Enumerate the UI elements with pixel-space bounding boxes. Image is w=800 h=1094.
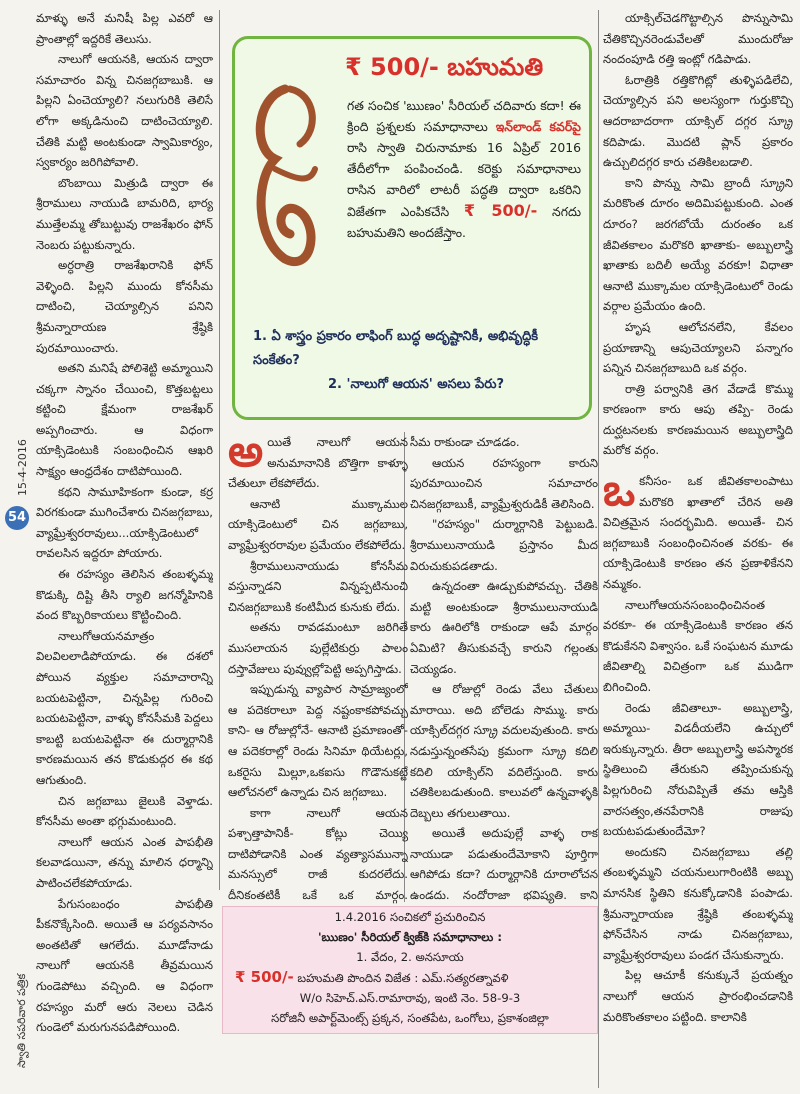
paragraph: అయితే అదుపుల్లే వాళ్ళ రాక నాయుడా పడుతుందేమోకాని పూర్తిగా ఆగిపోడు కదా? దుర్మార్గానికి దూరాలోచన ఉండదు. నందోరాజా భవిష్యతి. కాని: [410, 826, 598, 903]
answers-line: 1. వేదం, 2. అనసూయ: [356, 950, 464, 964]
paragraph: ఇప్పుడున్న వ్యాపార సామ్రాజ్యంలో ఆ పదెకరాలూ పెద్ద నష్టంకాకపోవచ్చు కాని- ఆ రోజుల్లోనే- ఆనాటి ప్రమాణంతో- ఆ పదెకరాల్లో రెండు సినిమా థియేటర్లు, ఒకరైసు మిల్లూ,ఒకఐసు గొడౌనుకట్టే ఆలోచనలో ఉన్నాడు చిన జగ్గబాబు.: [228, 682, 408, 800]
paragraph: అర్ధరాత్రి రాజశేఖరానికి ఫోన్ వెళ్ళింది. పిల్లని ముందు కోనసీమ దాటించి, చెయ్యాల్సిన పనిని శ్రీమన్నారాయణ శ్రేష్ఠికి పురమాయించారు.: [36, 258, 213, 355]
serial-logo: [245, 69, 327, 289]
paragraph: ఆయన రహస్యంగా కారుని పురమాయించిన సమాచారం చినజగ్గబాబుకీ, వ్యాఘ్రేశ్వరుడికీ తెలిసింది.: [410, 455, 598, 511]
quiz-text: రాసి స్వాతి చిరునామాకు 16 ఏప్రిల్ 2016 తేదీలోగా పంపించండి. కరెక్టు సమాధానాలు రాసిన వారిలో లాటరీ పద్ధతి ద్వారా ఒకరిని విజేతగా ఎంపికచేసి: [347, 140, 581, 219]
column-divider: [598, 10, 599, 1088]
winner-name: బహుమతి పొందిన విజేత : ఎమ్.సత్యరత్నావళి: [297, 971, 509, 985]
paragraph: "రహస్యం" దుర్మార్గానికి పెట్టుబడి. శ్రీరాములునాయుడి ప్రస్తానం మీద విరుచుకుపడతాడు.: [410, 517, 598, 573]
article-column-4: [603, 8, 793, 1088]
page-number: 54: [5, 506, 29, 530]
paragraph: శ్రీరాములునాయుడు కోనసీమ వస్తున్నాడని విన్నప్పటినుంచి చినజగ్గబాబుకి కంటిమీద కునుకు లేదు.: [228, 558, 408, 614]
paragraph: నాలుగోఆయనమాత్రం విలవిలలాడిపోయాడు. ఈ దశలో పోయిన వ్యక్తుల సమాచారాన్ని బయటపెట్టినా, చిన్నపిల్ల గురించి బయటపెట్టినా, వాళ్ళు కోనసీమకి పెద్దలు కాబట్టి బయటపెట్టినా ఈ దుర్మార్గానికి కారణమయిన తన కొడుకుద్గర ఈ కథ ఆగుతుంది.: [36, 628, 213, 787]
quiz-highlight: ఇన్‌లాండ్ కవర్‌పై: [495, 119, 581, 134]
winner-prize: ₹ 500/-: [235, 968, 294, 986]
paragraph: రాత్రి పర్వానికి తెగ వేడాడే కొమ్ము కారణంగా కారు ఆపు తప్పి- రెండు దుర్ఘటనలకు కారణమయిన అబ్బులాస్త్రిది మరోక వర్గం.: [603, 381, 793, 458]
paragraph: [603, 465, 793, 595]
article-column-3: [410, 432, 598, 908]
quiz-answers-box: [222, 906, 598, 1034]
paragraph: పేగుసంబంధం పాపభీతి పీకనొక్కేసింది. అయితే ఆ పర్యవసానం అంతటితో ఆగలేదు. మూడోనాడు నాలుగో ఆయనకి తీవ్రమయిన గుండెపోటు వచ్చింది. ఆ విధంగా రహస్యం మరో ఆరు నెలలు చెడిన గుండెలో మరుగునపడిపోయింది.: [36, 896, 213, 1035]
quiz-question-1: 1. ఏ శాస్త్రం ప్రకారం లాఫింగ్ బుద్ధ అదృష్టానికీ, అభివృద్ధికీ సంకేతం?: [253, 329, 539, 368]
issue-date: 15-4-2016: [16, 439, 29, 496]
answers-title: 'ఋణం' సీరియల్ క్విజ్‌కి సమాధానాలు :: [318, 930, 502, 944]
paragraph-text: కనీసం- ఒక జీవితకాలంపాటు మరొకరి ఖాతాలో చేరిన అతి విచిత్రమైన సందర్భమిది. అయితే- చిన జగ్గబాబుకి సంబంధించినంత వరకు- ఈ యాక్సిడెంటుకి కారణం తన ప్రణాళికేనని నమ్మకం.: [603, 474, 793, 592]
paragraph: చిన జగ్గబాబు జైలుకి వెళ్తాడు. కోనసీమ అంతా భగ్గుమంటుంది.: [36, 793, 213, 829]
paragraph: ఆనాటి ముక్కాముల యాక్సిడెంటులో చిన జగ్గబాబు, వ్యాఘ్రేశ్వరరావుల ప్రమేయం లేకపోలేదు.: [228, 496, 408, 552]
paragraph-text: యితే నాలుగో ఆయన అనుమానానికి బొత్తిగా కాళ్ళూ చేతులూ లేకపోలేదు.: [228, 435, 408, 491]
paragraph: అతని మనిషే పోలిశెట్టి అమ్మాయిని చక్కగా స్నానం చేయించి, కొత్తబట్టలు కట్టించి క్షేమంగా రాజశేఖర్ అప్పగించారు. ఆ విధంగా యాక్సిడెంటుకి సంబంధించిన ఆఖరి సాక్ష్యం ఆంధ్రదేశం దాటిపోయింది.: [36, 361, 213, 479]
paragraph: పిల్ల ఆచూకీ కనుక్కునే ప్రయత్నం నాలుగో ఆయన ప్రారంభించడానికి మరికొంతకాలం పట్టింది. కాలానికి: [603, 968, 793, 1024]
winner-line: [223, 967, 597, 988]
paragraph: ఆ రోజుల్లో రెండు వేలు చేతులు మారాయి. అది బోలెడు సొమ్ము. కారు యాక్సిల్‌దగ్గర స్క్రూ వదులవుతుంది. కారు నడుస్తున్నంతసేపు క్రమంగా స్క్రూ కదిలి కదిలి యాక్సిల్‌ని వదిలేస్తుంది. కారు చతికిలబడుతుంది. కాలువలో ఉన్నవాళ్ళకి దెబ్బలు తగులుతాయి.: [410, 682, 598, 820]
paragraph: నాలుగోఆయనసంబంధించినంత వరకూ- ఈ యాక్సిడెంటుకి కారణం తన కొడుకేనని విశ్వాసం. ఒకే సంఘటన మూడు జీవితాల్ని విచిత్రంగా ఒక ముడిగా బిగించింది.: [603, 597, 793, 694]
paragraph: యాక్సిల్‌చెడగొట్టాల్సిన పొన్నుసామి చేతికొచ్చినరెండువేలతో ముందురోజు నందంపూడి రత్తి ఇంట్లో గడిపాడు.: [603, 11, 793, 67]
paragraph: [228, 432, 408, 494]
paragraph: మాళ్ళు అనే మనిషీ పిల్ల ఎవరో ఆ ప్రాంతాల్లో ఇద్దరికే తెలుసు.: [36, 11, 213, 46]
article-column-1: [36, 8, 213, 1088]
quiz-question-2: 2. 'నాలుగో ఆయన' అసలు పేరు?: [327, 377, 505, 392]
paragraph: ఈ రహస్యం తెలిసిన తంబళ్ళమ్మ కొడుక్కి దిష్టి తీసి ర్యాలి జగన్మోహినికి వంద కొబ్బరికాయలు కొట్టించింది.: [36, 567, 213, 623]
paragraph: అందుకని చినజగ్గబాబు తల్లి తంబళ్ళమ్మని చయనులుగారింటికి అబ్బు మానసిక స్థితిని కనుక్కోడానికి పంపాడు. శ్రీమన్నారాయణ శ్రేష్ఠికి తంబళ్ళమ్మ ఫోన్‌చేసిన నాడు చినజగ్గబాబు, వ్యాఘ్రేశ్వరరావులు పండగ చేసుకున్నారు.: [603, 844, 793, 962]
prize-heading: ₹ 500/- బహుమతి: [345, 53, 544, 81]
paragraph: ఓరాత్రికి రత్తికొగిట్లో తుళ్ళిపడిలేచి, చెయ్యాల్సిన పని అలస్యంగా గుర్తుకొచ్చి ఆదరాబాదరాగా యాక్సిల్ దగ్గర స్క్రూ కదిపాడు. మొదటి ప్లాన్ ప్రకారం ఉచ్చులిదగ్గర కారు చతికిలబడాలి.: [603, 72, 793, 170]
paragraph: సీమ రాకుండా చూడడం.: [410, 435, 520, 449]
magazine-name: స్వాతి సపరివార పత్రిక: [15, 973, 28, 1068]
quiz-amount: ₹ 500/-: [463, 201, 538, 220]
paragraph: కాగా నాలుగో ఆయన పశ్చాత్తాపానికీ- కోట్లు చెయ్యి దాటిపోడానికి ఎంత వ్యత్యాసమున్నా మనస్సులో రాజీ కుదరలేదు. దీనికంతటికీ ఒకే ఒక మార్గం.: [228, 805, 408, 903]
quiz-instructions: [347, 95, 581, 243]
quiz-box: [232, 36, 592, 420]
paragraph: నాలుగో ఆయన ఎంత పాపభీతి కలవాడయినా, తన్ను మాలిన ధర్మాన్ని పాటించలేకపోయాడు.: [36, 834, 213, 890]
page-spine: [0, 0, 30, 1094]
article-column-2: [228, 432, 408, 908]
serial-logo-text: ఋణం: [245, 69, 248, 70]
answers-line: 1.4.2016 సంచికలో ప్రచురించిన: [334, 910, 486, 924]
paragraph: హృష ఆలోచనలేని, కేవలం ప్రయాణాన్ని ఆపుచెయ్యాలని పన్నాగం పన్నిన చినజగ్గబాబుది ఒక వర్గం.: [603, 319, 793, 376]
drop-cap: ఒ: [603, 465, 636, 517]
winner-address: సరోజినీ అపార్ట్‌మెంట్స్ ప్రక్కన, సంతపేట, ఒంగోలు, ప్రకాశంజిల్లా: [271, 1011, 549, 1025]
paragraph: నాలుగో ఆయనకి, ఆయన ద్వారా సమాచారం విన్న చినజగ్గబాబుకి. ఆ పిల్లని ఏంచెయ్యాలి? నలుగురికి తెలిసే లోగా అక్కడినుంచి దాటించెయ్యాలి. చేతికి మట్టి అంటకుండా స్వామికార్యం, స్వకార్యం జరిగిపోవాలి.: [36, 52, 213, 170]
winner-address: W/o సిహెచ్.ఎస్.రామారావు, ఇంటి నెం. 58-9-3: [299, 991, 521, 1005]
paragraph: బొంబాయి మిత్రుడి ద్వారా ఈ శ్రీరాములు నాయుడి బామరిది, భార్య ముత్తేలమ్మ తోబుట్టువు రాజశేఖరం ఫోన్ నెంబరు పట్టుకున్నారు.: [36, 175, 213, 252]
paragraph: ఉన్నదంతా ఊడ్చుకుపోవచ్చు. చేతికి మట్టి అంటకుండా శ్రీరాములునాయుడి కారు ఊరిలోకి రాకుండా ఆపే మార్గం ఏమిటి? తీసుకువచ్చే కారుని గల్లంతు చెయ్యడం.: [410, 579, 598, 676]
paragraph: కథని సామూహికంగా కుండా, కర్ర విరగకుండా ముగించేశారు చినజగ్గబాబు, వ్యాఘ్రేశ్వరరావులు...యాక్సిడెంటులో రావలసిన ఇద్దరూ పోయారు.: [36, 484, 213, 561]
quiz-questions: [253, 325, 579, 397]
quiz-text: గత సంచిక 'ఋణం' సీరియల్ చదివారు కదా! ఈ క్రింది ప్రశ్నలకు సమాధానాలు: [347, 98, 581, 134]
paragraph: అతను రావడమంటూ జరిగితే ముసలాయన పుల్లేటికుర్రు పాలం దస్తావేజులు పువ్వుల్లోపెట్టి అప్పగిస్తాడు.: [228, 620, 408, 676]
drop-cap: అ: [228, 432, 264, 477]
paragraph: రెండు జీవితాలూ- అబ్బులాస్త్రి, అమ్మాయి- విడదీయలేని ఉచ్చులో ఇరుక్కున్నారు. తీరా అబ్బులాస్త్రి అపస్మారక స్థితిలుంచి తేరుకుని తప్పించుకున్న పిల్లగురించి నోరువిప్పితే తమ ఆస్తికి వారసత్వం,తనపేరానికి రాజుపు బయటపడుతుందేమో?: [603, 700, 793, 839]
column-divider: [219, 10, 220, 890]
paragraph: కాని పొన్ను సామి బ్రాందీ స్క్రూని మరికొంత దూరం అదిమిపట్టుకుంది. ఎంత దూరం? జరగబోయే దురంతం ఒక జీవితకాలం మరొకరి ఖాతాకు- అబ్బులాస్త్రి ఖాతాకు బదిలీ అయ్యే వరకూ! విధాతా ఆనాటి ముక్కామల యాక్సిడెంటులో రెండు వర్గాల ప్రమేయం ఉంది.: [603, 175, 793, 314]
quiz-text: నగదు బహుమతిని అందజేస్తాం.: [347, 204, 581, 240]
